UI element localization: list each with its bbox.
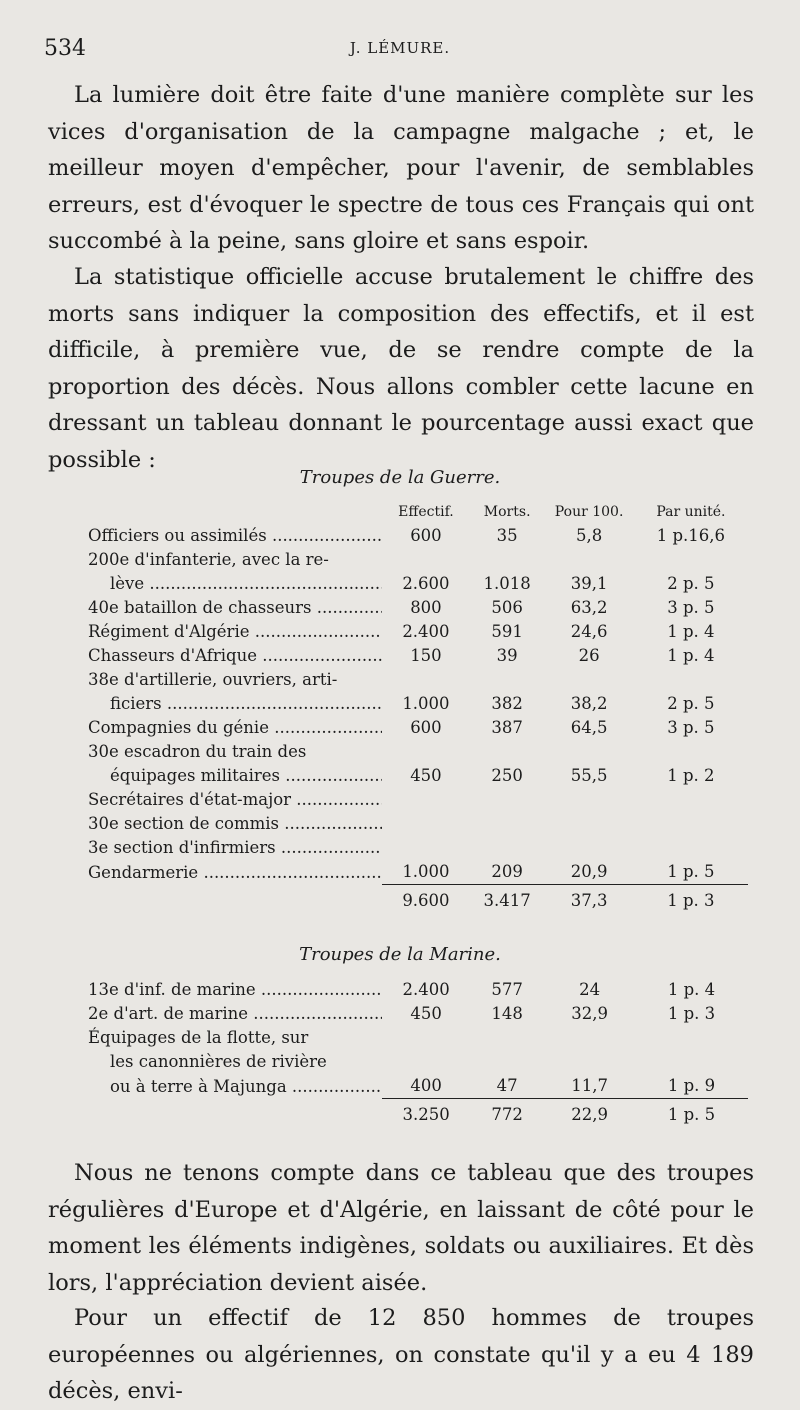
table-row [88, 740, 748, 764]
row-label-text: Compagnies du génie ..... [88, 718, 382, 737]
row-label-text: 200e d'infanterie, avec la re- [88, 550, 329, 569]
table-row [88, 764, 748, 788]
cell-effectif: 450 [410, 766, 442, 785]
row-label-text: lève ..... [110, 574, 382, 593]
cell-morts: 209 [491, 862, 523, 881]
row-label [88, 524, 382, 548]
cell-morts [470, 740, 545, 764]
total-blank [88, 885, 382, 914]
cell-morts: 591 [491, 622, 523, 641]
cell-pour-cent [544, 740, 633, 764]
cell-pour-cent: 11,7 [571, 1076, 608, 1095]
total-effectif: 9.600 [382, 885, 470, 914]
table-row [88, 788, 748, 812]
cell-effectif: 2.400 [402, 980, 450, 999]
table-guerre-caption: Troupes de la Guerre. [299, 467, 501, 488]
cell-effectif: 400 [410, 1076, 442, 1095]
row-label [88, 978, 382, 1002]
row-label-text: 3e section d'infirmiers ..... [88, 838, 382, 857]
cell-effectif: 1.000 [402, 694, 450, 713]
paragraph-4: Pour un effectif de 12 850 hommes de troupes européennes ou algériennes, on constate qu'il y a eu 4 189 décès, envi- [48, 1305, 754, 1404]
table-row [88, 716, 748, 740]
table-marine-body [88, 978, 748, 1127]
row-label-text: ficiers ..... [110, 694, 382, 713]
table-row [88, 548, 748, 572]
cell-effectif [382, 788, 470, 812]
row-label [88, 692, 382, 716]
cell-par-unite: 1 p.16,6 [656, 526, 726, 545]
cell-par-unite: 3 p. 5 [667, 718, 715, 737]
row-label [88, 644, 382, 668]
cell-pour-cent [544, 788, 633, 812]
row-label [88, 1050, 382, 1074]
cell-effectif: 150 [410, 646, 442, 665]
cell-effectif [382, 548, 470, 572]
table-row [88, 1002, 748, 1026]
running-title: J. LÉMURE. [349, 39, 451, 57]
row-label-text: Équipages de la flotte, sur [88, 1028, 309, 1047]
table-row [88, 836, 748, 860]
cell-par-unite [634, 788, 748, 812]
table-row [88, 812, 748, 836]
cell-pour-cent: 20,9 [570, 862, 608, 881]
total-effectif: 3.250 [382, 1099, 470, 1128]
row-label-text: Officiers ou assimilés ..... [88, 526, 382, 545]
cell-morts: 506 [491, 598, 523, 617]
row-label [88, 860, 382, 885]
cell-par-unite: 1 p. 2 [667, 766, 715, 785]
cell-morts: 1.018 [483, 574, 531, 593]
paragraph-1: La lumière doit être faite d'une manière complète sur les vices d'organisation de la campagne malgache ; et, le meilleur moyen d'empêcher, pour l'avenir, de semblables erreurs, est d'évoquer le spectre de tous ces Français qui ont succombé à la peine, sans gloire et sans espoir. [48, 82, 754, 254]
cell-pour-cent: 32,9 [571, 1004, 608, 1023]
table-row [88, 572, 748, 596]
cell-morts: 577 [491, 980, 523, 999]
cell-pour-cent [544, 1026, 635, 1050]
cell-morts: 250 [491, 766, 523, 785]
table-row [88, 620, 748, 644]
table-row [88, 692, 748, 716]
table-row [88, 978, 748, 1002]
row-label-text: 13e d'inf. de marine ..... [88, 980, 382, 999]
row-label-text: équipages militaires ..... [110, 766, 382, 785]
cell-effectif: 600 [410, 718, 442, 737]
cell-par-unite [635, 1050, 748, 1074]
cell-pour-cent: 26 [578, 646, 600, 665]
cell-morts [470, 1050, 544, 1074]
cell-effectif [382, 1050, 470, 1074]
row-label [88, 548, 382, 572]
row-label-text: 38e d'artillerie, ouvriers, arti- [88, 670, 338, 689]
cell-morts: 39 [496, 646, 518, 665]
header-par-unite: Par unité. [656, 504, 726, 520]
cell-effectif: 800 [410, 598, 442, 617]
paragraph-3: Nous ne tenons compte dans ce tableau que des troupes régulières d'Europe et d'Algérie, en laissant de côté pour le moment les éléments indigènes, soldats ou auxiliaires. Et dès lors, l'appréciation devient aisée. [48, 1160, 754, 1296]
table-marine [88, 978, 748, 1127]
cell-pour-cent: 39,1 [570, 574, 608, 593]
total-par-unite: 1 p. 3 [634, 885, 748, 914]
cell-pour-cent: 55,5 [570, 766, 608, 785]
total-row [88, 1099, 748, 1128]
cell-par-unite: 3 p. 5 [667, 598, 715, 617]
running-header [0, 36, 800, 66]
row-label-text: 30e section de commis ..... [88, 814, 382, 833]
cell-morts [470, 812, 545, 836]
cell-morts [470, 836, 545, 860]
row-label-text: Gendarmerie ..... [88, 863, 382, 882]
table-row [88, 1074, 748, 1099]
row-label-text: Chasseurs d'Afrique ..... [88, 646, 382, 665]
cell-par-unite: 1 p. 4 [667, 646, 715, 665]
row-label-text: ou à terre à Majunga ..... [110, 1077, 382, 1096]
table-row [88, 1026, 748, 1050]
cell-pour-cent: 63,2 [570, 598, 608, 617]
cell-morts [470, 1026, 544, 1050]
total-pour-cent: 37,3 [544, 885, 633, 914]
cell-par-unite [634, 668, 748, 692]
paragraph-2: La statistique officielle accuse brutalement le chiffre des morts sans indiquer la composition des effectifs, et il est difficile, à première vue, de se rendre compte de la proportion des décès. Nous allons combler cette lacune en dressant un tableau donnant le pourcentage aussi exact que possible : [48, 264, 754, 473]
cell-morts: 148 [491, 1004, 523, 1023]
cell-effectif: 600 [410, 526, 442, 545]
cell-par-unite: 2 p. 5 [667, 694, 715, 713]
cell-morts: 387 [491, 718, 523, 737]
cell-pour-cent [544, 668, 633, 692]
total-pour-cent: 22,9 [544, 1099, 635, 1128]
table-marine-caption: Troupes de la Marine. [299, 944, 501, 965]
total-morts: 3.417 [470, 885, 545, 914]
cell-pour-cent [544, 548, 633, 572]
row-label [88, 788, 382, 812]
cell-pour-cent: 24 [579, 980, 601, 999]
row-label [88, 836, 382, 860]
table-row [88, 596, 748, 620]
cell-effectif [382, 668, 470, 692]
row-label-text: 30e escadron du train des [88, 742, 307, 761]
cell-effectif: 450 [410, 1004, 442, 1023]
row-label [88, 596, 382, 620]
header-morts: Morts. [483, 504, 531, 520]
table-row [88, 860, 748, 885]
cell-par-unite: 1 p. 5 [667, 862, 715, 881]
table-guerre-body [88, 524, 748, 913]
cell-par-unite: 1 p. 4 [667, 622, 715, 641]
cell-effectif: 1.000 [402, 862, 450, 881]
row-label-text: les canonnières de rivière [110, 1052, 327, 1071]
cell-morts [470, 548, 545, 572]
cell-effectif [382, 836, 470, 860]
cell-par-unite [634, 548, 748, 572]
cell-par-unite: 2 p. 5 [667, 574, 715, 593]
header-blank [88, 500, 382, 524]
cell-morts [470, 788, 545, 812]
cell-pour-cent [544, 812, 633, 836]
cell-par-unite: 1 p. 4 [667, 980, 716, 999]
table-guerre [88, 500, 748, 913]
cell-morts: 47 [496, 1076, 518, 1095]
cell-morts [470, 668, 545, 692]
cell-effectif: 2.400 [402, 622, 450, 641]
row-label [88, 716, 382, 740]
page-number: 534 [44, 36, 86, 61]
total-row [88, 885, 748, 914]
row-label [88, 1074, 382, 1099]
total-par-unite: 1 p. 5 [635, 1099, 748, 1128]
total-morts: 772 [470, 1099, 544, 1128]
row-label [88, 740, 382, 764]
table-header-row [88, 500, 748, 524]
total-blank [88, 1099, 382, 1128]
row-label [88, 1002, 382, 1026]
cell-morts: 382 [491, 694, 523, 713]
cell-effectif: 2.600 [402, 574, 450, 593]
row-label-text: Régiment d'Algérie ..... [88, 622, 382, 641]
row-label [88, 812, 382, 836]
cell-par-unite: 1 p. 9 [667, 1076, 716, 1095]
table-row [88, 644, 748, 668]
row-label [88, 1026, 382, 1050]
row-label [88, 764, 382, 788]
cell-effectif [382, 812, 470, 836]
cell-pour-cent: 24,6 [570, 622, 608, 641]
row-label [88, 572, 382, 596]
cell-pour-cent: 5,8 [575, 526, 603, 545]
cell-morts: 35 [496, 526, 518, 545]
row-label-text: 2e d'art. de marine ..... [88, 1004, 382, 1023]
cell-par-unite [634, 836, 748, 860]
cell-pour-cent: 64,5 [570, 718, 608, 737]
cell-effectif [382, 1026, 470, 1050]
table-row [88, 524, 748, 548]
cell-par-unite [634, 740, 748, 764]
header-effectif: Effectif. [398, 504, 454, 520]
cell-par-unite: 1 p. 3 [667, 1004, 716, 1023]
row-label [88, 620, 382, 644]
cell-par-unite [635, 1026, 748, 1050]
cell-effectif [382, 740, 470, 764]
cell-pour-cent: 38,2 [570, 694, 608, 713]
header-pour-cent: Pour 100. [554, 504, 624, 520]
row-label-text: Secrétaires d'état-major ..... [88, 790, 382, 809]
cell-par-unite [634, 812, 748, 836]
row-label [88, 668, 382, 692]
cell-pour-cent [544, 836, 633, 860]
row-label-text: 40e bataillon de chasseurs ..... [88, 598, 382, 617]
table-row [88, 1050, 748, 1074]
cell-pour-cent [544, 1050, 635, 1074]
table-row [88, 668, 748, 692]
